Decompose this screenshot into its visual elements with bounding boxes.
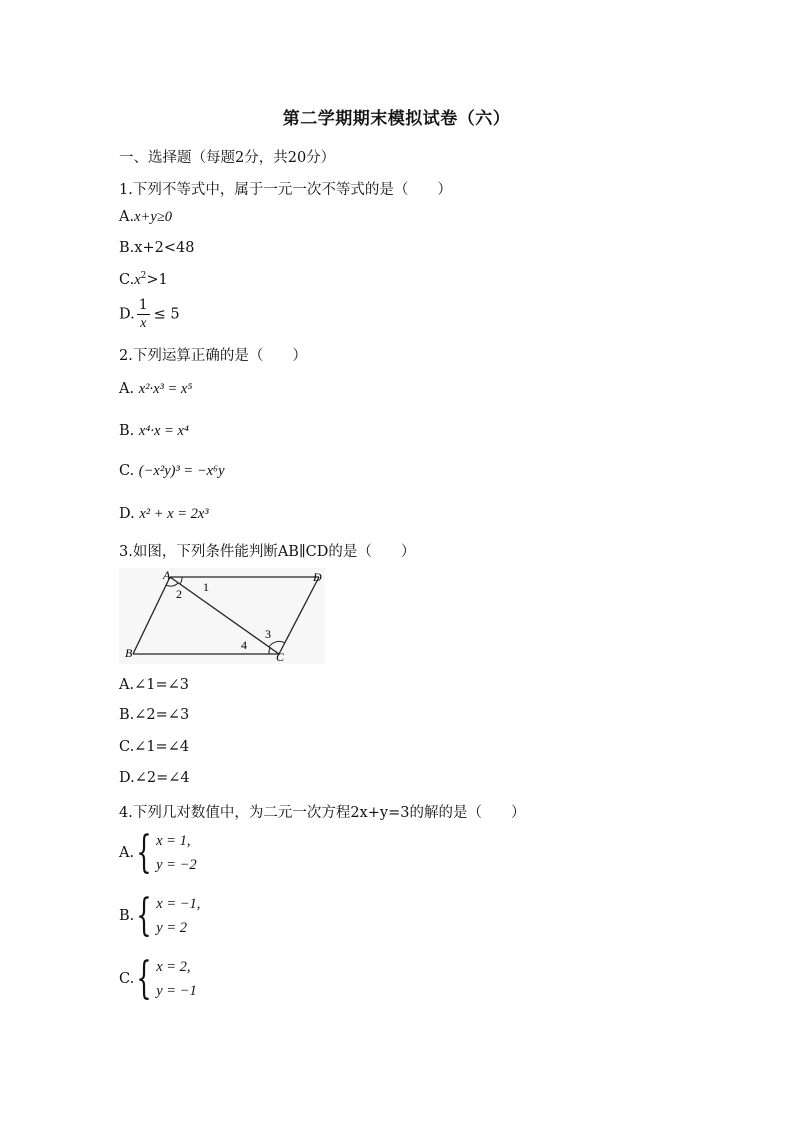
label-c: C (276, 650, 285, 664)
option-prefix: A. (119, 381, 135, 397)
option-base: x (134, 271, 141, 288)
option-exponent: 2 (140, 271, 147, 281)
angle-4-arc (269, 648, 270, 654)
angle-1-arc (180, 577, 182, 584)
fraction-numerator: 1 (138, 297, 148, 313)
option-expression: x² + x = 2x³ (139, 506, 209, 522)
option-prefix: C. (119, 271, 135, 288)
label-angle-1: 1 (203, 580, 209, 594)
option-prefix: C. (119, 971, 135, 987)
question-3-option-a: A.∠1=∠3 (119, 677, 189, 693)
question-4-option-a (119, 829, 197, 877)
option-expression: x²·x³ = x⁵ (138, 381, 193, 397)
equation-system (134, 955, 197, 1003)
option-prefix: B. (119, 240, 135, 256)
question-2-stem: 2.下列运算正确的是（ ） (119, 348, 307, 364)
label-angle-4: 4 (241, 638, 247, 652)
system-row-1: x = 2, (156, 959, 191, 975)
diagonal-ac (170, 577, 279, 654)
question-2-option-c (119, 463, 225, 480)
parallelogram-figure (119, 568, 325, 664)
question-3-option-d: D.∠2=∠4 (119, 770, 190, 786)
label-d: D (313, 570, 322, 584)
fraction (137, 297, 150, 332)
question-3-stem: 3.如图，下列条件能判断AB∥CD的是（ ） (119, 544, 416, 560)
option-prefix: D. (119, 506, 135, 522)
segment-ab (133, 577, 170, 654)
system-row-2: y = 2 (156, 920, 187, 936)
question-1-option-c (119, 271, 168, 289)
option-expression: x+y≥0 (134, 209, 172, 225)
question-3-option-b: B.∠2=∠3 (119, 707, 190, 723)
brace-icon: { (136, 953, 152, 1004)
question-3-option-c: C.∠1=∠4 (119, 739, 190, 755)
option-prefix: A. (119, 209, 135, 225)
label-b: B (125, 646, 133, 660)
option-prefix: A. (119, 845, 135, 861)
option-prefix: C. (119, 463, 135, 479)
question-4-option-c (119, 955, 197, 1003)
question-2-option-a (119, 381, 192, 398)
question-2-option-b (119, 423, 189, 440)
equation-system (134, 892, 200, 940)
question-1-option-a (119, 209, 172, 226)
system-row-2: y = −2 (156, 857, 197, 873)
question-2-option-d (119, 506, 209, 523)
option-expression: (−x²y)³ = −x⁶y (138, 463, 225, 479)
page-title: 第二学期期末模拟试卷（六） (282, 109, 511, 129)
option-prefix: B. (119, 908, 135, 924)
option-rest: ≤ 5 (153, 306, 180, 323)
parallelogram-diagram (119, 568, 325, 664)
question-4-stem: 4.下列几对数值中，为二元一次方程2x+y=3的解的是（ ） (119, 805, 526, 821)
option-expression: x+2<48 (134, 240, 195, 256)
label-angle-2: 2 (176, 587, 182, 601)
question-4-option-b (119, 892, 200, 940)
fraction-denominator: x (140, 316, 147, 331)
question-1-option-b (119, 240, 194, 256)
section-heading: 一、选择题（每题2分，共20分） (119, 150, 336, 166)
angle-2-arc (166, 583, 178, 586)
question-1-stem: 1.下列不等式中，属于一元一次不等式的是（ ） (119, 182, 452, 198)
option-prefix: D. (119, 306, 135, 323)
system-row-2: y = −1 (156, 983, 197, 999)
brace-icon: { (136, 827, 152, 878)
question-1-option-d (119, 297, 180, 332)
system-row-1: x = −1, (156, 896, 201, 912)
option-expression: x⁴·x = x⁴ (138, 423, 189, 439)
label-angle-3: 3 (265, 627, 271, 641)
label-a: A (163, 568, 171, 582)
option-prefix: B. (119, 423, 135, 439)
equation-system (134, 829, 197, 877)
brace-icon: { (136, 890, 152, 941)
system-row-1: x = 1, (156, 833, 191, 849)
option-rest: >1 (146, 271, 168, 288)
